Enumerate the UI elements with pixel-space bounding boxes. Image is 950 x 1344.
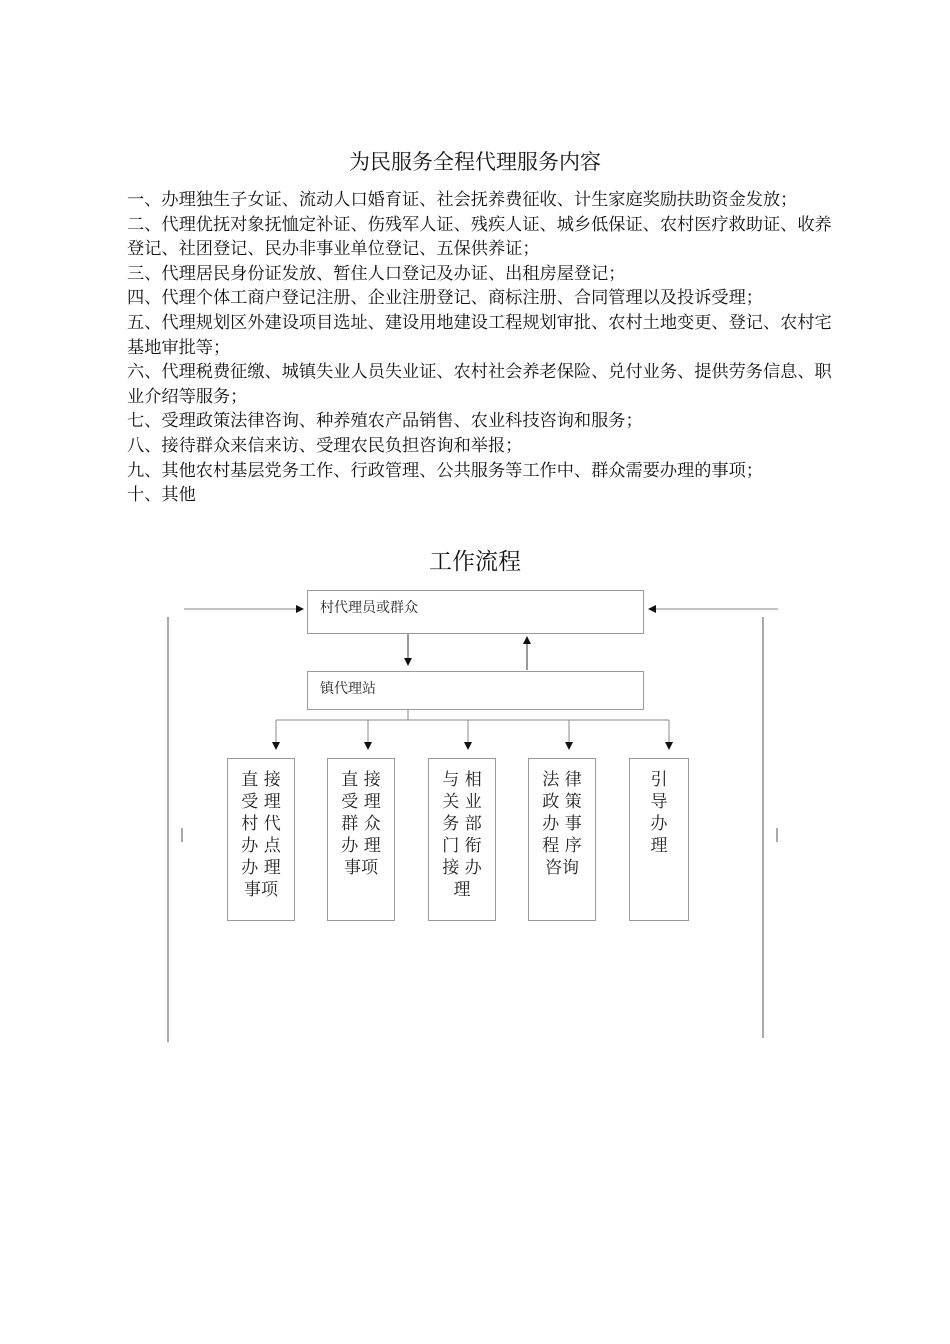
branch-label: 法 律 政 策 办 事 程 序 咨询: [542, 770, 582, 878]
service-item: 五、代理规划区外建设项目选址、建设用地建设工程规划审批、农村土地变更、登记、农村宅基地审批等；: [127, 312, 832, 358]
town-agency-label: 镇代理站: [320, 681, 376, 697]
service-item: 八、接待群众来信来访、受理农民负担咨询和举报；: [127, 435, 523, 456]
village-agent-box: [307, 590, 644, 634]
document-title: 为民服务全程代理服务内容: [349, 150, 601, 174]
branch-box-direct-public: [327, 758, 395, 921]
branch-box-direct-village: [227, 758, 295, 921]
service-item: 六、代理税费征缴、城镇失业人员失业证、农村社会养老保险、兑付业务、提供劳务信息、职业介绍等服务；: [127, 362, 832, 407]
service-item: 一、办理独生子女证、流动人口婚育证、社会抚养费征收、计生家庭奖励扶助资金发放；: [127, 190, 798, 210]
service-item: 三、代理居民身份证发放、暂住人口登记及办证、出租房屋登记；: [127, 263, 626, 284]
branch-box-legal-consult: [528, 758, 596, 921]
branch-box-departments: [428, 758, 496, 921]
service-item: 二、代理优抚对象抚恤定补证、伤残军人证、残疾人证、城乡低保证、农村医疗救助证、收养登记、社团登记、民办非事业单位登记、五保供养证；: [127, 214, 832, 260]
branch-label: 直 接 受 理 村 代 办 点 办 理 事项: [241, 770, 281, 900]
branch-label: 与 相 关 业 务 部 门 衔 接 办 理: [442, 770, 482, 900]
service-item: 九、其他农村基层党务工作、行政管理、公共服务等工作中、群众需要办理的事项；: [127, 460, 763, 481]
town-agency-box: [307, 671, 644, 710]
branch-label: 直 接 受 理 群 众 办 理 事项: [341, 770, 381, 878]
village-agent-label: 村代理员或群众: [320, 600, 418, 616]
service-item: 七、受理政策法律咨询、种养殖农产品销售、农业科技咨询和服务；: [127, 411, 643, 432]
flow-title: 工作流程: [429, 549, 521, 575]
branch-label: 引 导 办 理: [650, 770, 668, 856]
service-item: 十、其他: [127, 485, 196, 506]
service-item: 四、代理个体工商户登记注册、企业注册登记、商标注册、合同管理以及投诉受理；: [127, 288, 763, 309]
branch-box-guidance: [629, 758, 689, 921]
